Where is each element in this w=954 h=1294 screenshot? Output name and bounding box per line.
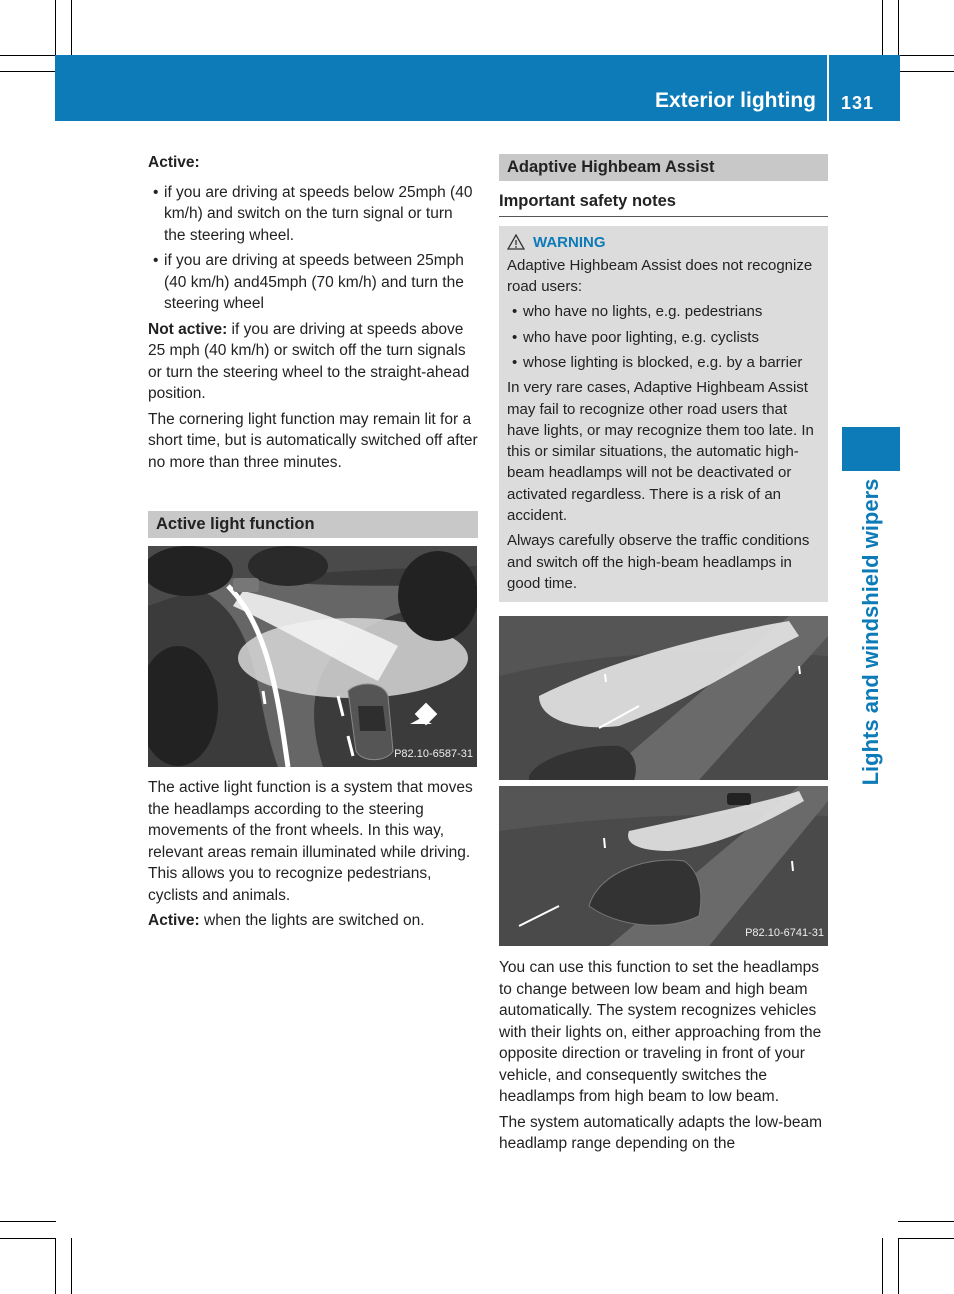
chapter-tab-label: Lights and windshield wipers: [858, 478, 883, 786]
crop-mark: [55, 1238, 56, 1294]
warning-title: [507, 232, 820, 253]
list-item: • whose lighting is blocked, e.g. by a barrier: [507, 352, 820, 373]
figure-highbeam: [499, 616, 828, 946]
warning-box: [499, 226, 828, 603]
page-section-title: Exterior lighting: [654, 89, 816, 112]
section-heading-highbeam: Adaptive Highbeam Assist: [499, 154, 828, 181]
crop-mark: [0, 1238, 56, 1239]
highbeam-illustration: [499, 616, 828, 946]
crop-mark: [55, 0, 56, 56]
active-when-paragraph: [148, 910, 478, 932]
active-conditions-list: [148, 182, 478, 315]
crop-mark: [898, 0, 899, 56]
figure-active-light: [148, 546, 477, 767]
crop-mark: [0, 71, 56, 72]
chapter-tab: [842, 427, 900, 471]
not-active-text: if you are driving at speeds above 25 mph (40 km/h) or switch off the turn signals or turn the steering wheel to the straight-ahead position.: [148, 320, 470, 402]
list-item: • if you are driving at speeds between 25mph (40 km/h) and45mph (70 km/h) and turn the steering wheel: [148, 250, 478, 315]
warning-paragraph: In very rare cases, Adaptive Highbeam Assist may fail to recognize other road users that have lights, or may recognize them too late. In this or similar situations, the automatic high-beam headlamps will not be deactivated or activated regardless. There is a risk of an accident.: [507, 379, 814, 525]
active-label-2: Active:: [148, 912, 200, 929]
warning-triangle-icon: [507, 234, 525, 250]
crop-mark: [0, 1221, 56, 1222]
crop-mark: [882, 1238, 883, 1294]
left-column: [148, 152, 478, 936]
active-label: Active:: [148, 154, 200, 171]
highbeam-description: You can use this function to set the headlamps to change between low beam and high beam automatically. The system recognizes vehicles with their lights on, either approaching from the opposite direction or traveling in front of your vehicle, and consequently switches the headlamps from high beam to low beam.: [499, 959, 822, 1106]
warning-title-text: WARNING: [533, 233, 606, 251]
crop-mark: [898, 55, 954, 56]
right-column: [499, 154, 828, 1159]
figure-code: P82.10-6741-31: [745, 926, 824, 939]
crop-mark: [0, 55, 56, 56]
warning-paragraph: Always carefully observe the traffic conditions and switch off the high-beam headlamps in good time.: [507, 532, 810, 592]
safety-notes-heading: Important safety notes: [499, 191, 828, 217]
page-number: 131: [841, 93, 875, 113]
not-active-label: Not active:: [148, 320, 228, 338]
warning-intro: Adaptive Highbeam Assist does not recognize road users:: [507, 256, 813, 296]
not-active-paragraph: [148, 319, 478, 405]
crop-mark: [898, 1221, 954, 1222]
crop-mark: [882, 0, 883, 56]
cornering-light-paragraph: The cornering light function may remain lit for a short time, but is automatically switched off after no more than three minutes.: [148, 410, 478, 471]
list-item: • who have poor lighting, e.g. cyclists: [507, 327, 820, 348]
active-when-text: when the lights are switched on.: [199, 912, 425, 929]
list-item: • who have no lights, e.g. pedestrians: [507, 301, 820, 322]
crop-mark: [71, 0, 72, 56]
crop-mark: [898, 1238, 954, 1239]
crop-mark: [898, 71, 954, 72]
cornering-road-illustration: [148, 546, 477, 767]
crop-mark: [71, 1238, 72, 1294]
highbeam-range-text: The system automatically adapts the low-beam headlamp range depending on the: [499, 1113, 823, 1153]
header-divider: [827, 55, 829, 121]
list-item: • if you are driving at speeds below 25mph (40 km/h) and switch on the turn signal or turn the steering wheel.: [148, 182, 478, 247]
crop-mark: [898, 1238, 899, 1294]
active-light-description: The active light function is a system that moves the headlamps according to the steering movements of the front wheels. In this way, relevant areas remain illuminated while driving. This allows you to recognize pedestrians, cyclists and animals.: [148, 779, 473, 904]
figure-code: P82.10-6587-31: [394, 747, 473, 760]
warning-list: [507, 301, 820, 373]
section-heading-active-light: Active light function: [148, 511, 478, 538]
header-bar: [55, 55, 900, 121]
